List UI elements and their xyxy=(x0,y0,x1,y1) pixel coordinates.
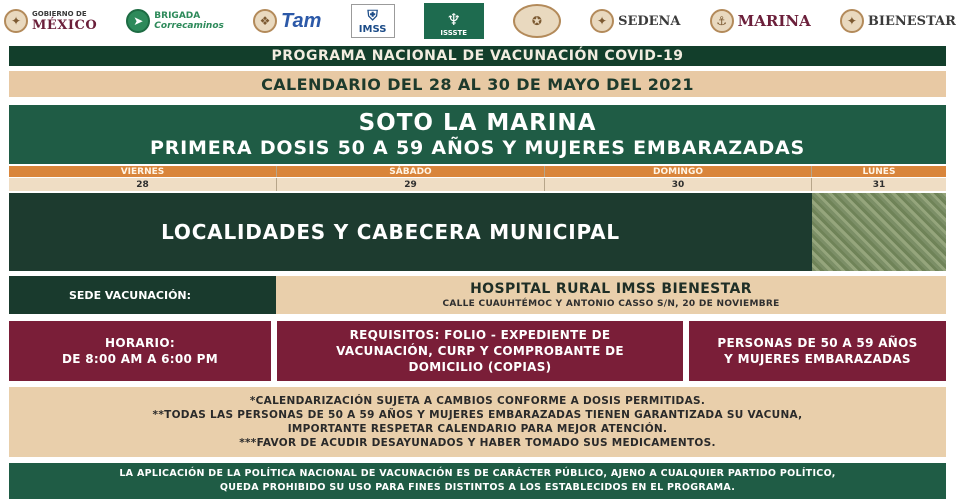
localities-label: LOCALIDADES Y CABECERA MUNICIPAL xyxy=(9,193,812,271)
footer-line1: LA APLICACIÓN DE LA POLÍTICA NACIONAL DE VACUNACIÓN ES DE CARÁCTER PÚBLICO, AJENO A CUALQUIER PARTIDO POLÍTICO, xyxy=(119,468,836,479)
footer-line2: QUEDA PROHIBIDO SU USO PARA FINES DISTINTOS A LOS ESTABLECIDOS EN EL PROGRAMA. xyxy=(219,482,736,493)
issste-emblem-icon: ♆ xyxy=(446,10,461,29)
sede-label: SEDE VACUNACIÓN: xyxy=(9,276,276,314)
legal-footer xyxy=(9,463,946,499)
weekday-monday: LUNES xyxy=(862,166,896,177)
requisitos-cell xyxy=(277,321,683,381)
eagle-seal-icon: ✦ xyxy=(4,9,28,33)
horario-label: HORARIO: xyxy=(105,336,175,350)
horario-value: DE 8:00 AM A 6:00 PM xyxy=(62,352,218,366)
logo-tamaulipas xyxy=(253,9,321,33)
personas-line2: Y MUJERES EMBARAZADAS xyxy=(724,352,911,366)
weekday-friday: VIERNES xyxy=(9,166,277,177)
requirements-row xyxy=(9,321,946,381)
logo-bienestar-text: BIENESTAR xyxy=(867,13,956,29)
bienestar-seal-icon: ✦ xyxy=(840,9,864,33)
date-31: 31 xyxy=(872,179,886,190)
date-30: 30 xyxy=(545,178,812,191)
notes-box xyxy=(9,387,946,457)
calendar-banner: CALENDARIO DEL 28 AL 30 DE MAYO DEL 2021 xyxy=(9,71,946,97)
sede-address: CALLE CUAUHTÉMOC Y ANTONIO CASSO S/N, 20 DE NOVIEMBRE xyxy=(442,299,780,309)
logo-gobierno-line1: GOBIERNO DE xyxy=(32,9,87,18)
logo-gobierno-mexico xyxy=(4,9,97,33)
logo-issste xyxy=(424,3,484,39)
date-29: 29 xyxy=(277,178,545,191)
place-title: SOTO LA MARINA xyxy=(358,109,597,136)
logo-national-seal xyxy=(513,4,561,38)
note-2: **TODAS LAS PERSONAS DE 50 A 59 AÑOS Y MUJERES EMBARAZADAS TIENEN GARANTIZADA SU VACUNA, xyxy=(152,409,803,421)
requisitos-line3: DOMICILIO (COPIAS) xyxy=(408,360,552,374)
sede-info xyxy=(276,276,946,314)
horario-cell xyxy=(9,321,271,381)
logo-gobierno-line2: MÉXICO xyxy=(32,17,98,33)
marina-seal-icon: ⚓ xyxy=(710,9,734,33)
logo-brigada-line2: Correcaminos xyxy=(154,21,224,31)
personas-cell xyxy=(689,321,946,381)
monday-unavailable-cell xyxy=(812,193,946,271)
localities-row xyxy=(9,193,946,271)
title-block xyxy=(9,105,946,164)
logo-brigada-correcaminos xyxy=(126,9,224,33)
dose-subtitle: PRIMERA DOSIS 50 A 59 AÑOS Y MUJERES EMBARAZADAS xyxy=(149,136,806,159)
program-banner: PROGRAMA NACIONAL DE VACUNACIÓN COVID-19 xyxy=(9,46,946,66)
note-4: ***FAVOR DE ACUDIR DESAYUNADOS Y HABER TOMADO SUS MEDICAMENTOS. xyxy=(239,437,716,449)
note-3: IMPORTANTE RESPETAR CALENDARIO PARA MEJOR ATENCIÓN. xyxy=(287,423,668,435)
logo-tam-text: Tam xyxy=(281,9,322,32)
sedena-seal-icon: ✦ xyxy=(590,9,614,33)
logo-imss-text: IMSS xyxy=(358,23,387,35)
logo-marina xyxy=(710,9,811,33)
logo-strip xyxy=(0,0,960,42)
requisitos-line1: REQUISITOS: FOLIO - EXPEDIENTE DE xyxy=(349,328,611,342)
imss-emblem-icon: ⛨ xyxy=(367,7,378,24)
requisitos-line2: VACUNACIÓN, CURP Y COMPROBANTE DE xyxy=(336,344,624,358)
logo-brigada-line1: BRIGADA xyxy=(154,11,201,21)
roadrunner-icon: ➤ xyxy=(126,9,150,33)
date-row xyxy=(9,178,946,191)
logo-imss xyxy=(351,4,395,38)
logo-sedena-text: SEDENA xyxy=(618,13,681,29)
national-eagle-icon: ✪ xyxy=(513,4,561,38)
personas-line1: PERSONAS DE 50 A 59 AÑOS xyxy=(717,336,918,350)
date-28: 28 xyxy=(9,178,277,191)
logo-issste-text: ISSSTE xyxy=(440,29,468,37)
logo-bienestar xyxy=(840,9,956,33)
logo-sedena xyxy=(590,9,680,33)
sede-name: HOSPITAL RURAL IMSS BIENESTAR xyxy=(470,281,752,297)
sede-row xyxy=(9,276,946,314)
weekday-sunday: DOMINGO xyxy=(545,166,812,177)
weekday-saturday: SÁBADO xyxy=(277,166,545,177)
state-seal-icon: ❖ xyxy=(253,9,277,33)
logo-marina-text: MARINA xyxy=(737,12,811,30)
note-1: *CALENDARIZACIÓN SUJETA A CAMBIOS CONFORME A DOSIS PERMITIDAS. xyxy=(249,395,706,407)
weekday-row xyxy=(9,166,946,177)
